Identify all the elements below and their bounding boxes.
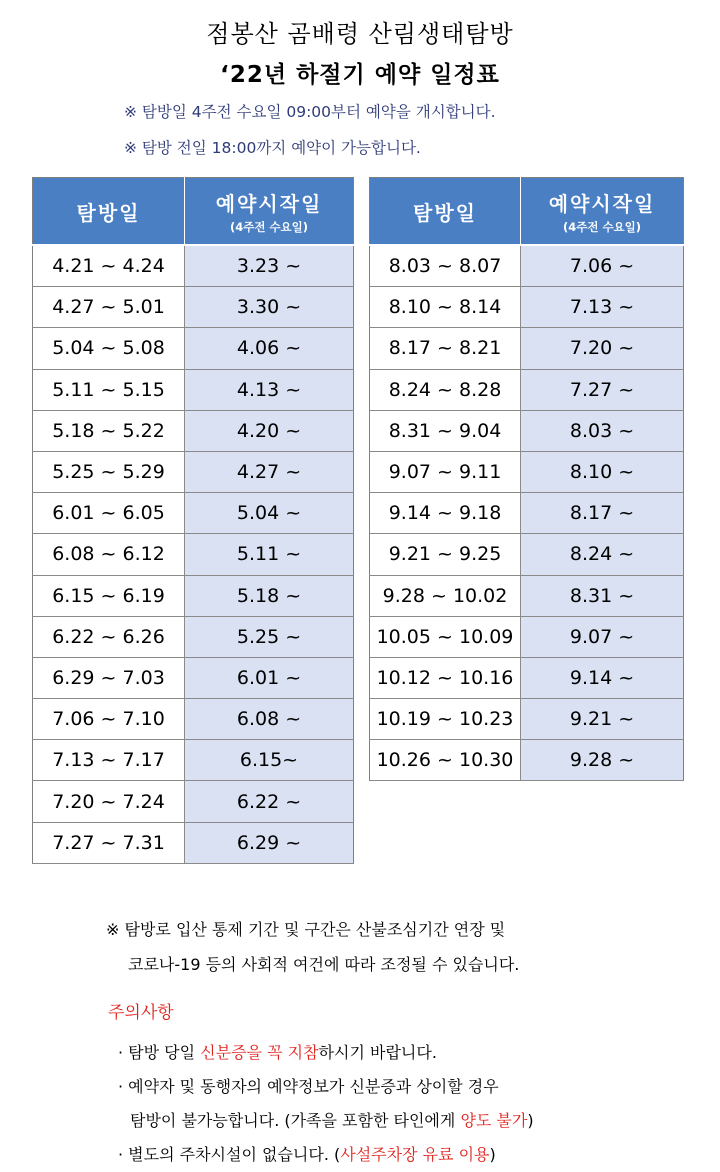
visit-date-cell: 5.18 ~ 5.22 bbox=[33, 410, 185, 451]
table-row bbox=[33, 328, 354, 369]
reservation-start-cell: 6.15~ bbox=[185, 740, 354, 781]
caution-highlight: 사설주차장 유료 이용 bbox=[340, 1145, 490, 1164]
table-row bbox=[33, 575, 354, 616]
table-row bbox=[370, 245, 684, 287]
reservation-start-cell: 5.11 ~ bbox=[185, 534, 354, 575]
page-subtitle: ‘22년 하절기 예약 일정표 bbox=[220, 62, 500, 88]
reservation-deadline-note: ※ 탐방 전일 18:00까지 예약이 가능합니다. bbox=[124, 139, 421, 157]
reservation-start-cell: 7.20 ~ bbox=[521, 328, 684, 369]
reservation-start-cell: 7.13 ~ bbox=[521, 287, 684, 328]
visit-date-cell: 4.21 ~ 4.24 bbox=[33, 245, 185, 287]
header-reservation-start: 예약시작일 (4주전 수요일) bbox=[521, 178, 684, 246]
table-row bbox=[370, 534, 684, 575]
caution-item-parking: · 별도의 주차시설이 없습니다. (사설주차장 유료 이용) bbox=[118, 1145, 496, 1164]
reservation-start-cell: 5.04 ~ bbox=[185, 493, 354, 534]
visit-date-cell: 5.11 ~ 5.15 bbox=[33, 369, 185, 410]
visit-date-cell: 8.03 ~ 8.07 bbox=[370, 245, 521, 287]
caution-item-info-cont: 탐방이 불가능합니다. (가족을 포함한 타인에게 양도 불가) bbox=[130, 1111, 534, 1130]
visit-date-cell: 6.01 ~ 6.05 bbox=[33, 493, 185, 534]
visit-date-cell: 9.14 ~ 9.18 bbox=[370, 493, 521, 534]
caution-title: 주의사항 bbox=[108, 1003, 174, 1023]
table-row bbox=[370, 493, 684, 534]
caution-item-id: · 탐방 당일 신분증을 꼭 지참하시기 바랍니다. bbox=[118, 1043, 437, 1062]
table-row bbox=[370, 740, 684, 781]
visit-date-cell: 6.08 ~ 6.12 bbox=[33, 534, 185, 575]
reservation-start-cell: 5.18 ~ bbox=[185, 575, 354, 616]
visit-date-cell: 10.05 ~ 10.09 bbox=[370, 616, 521, 657]
table-row bbox=[33, 616, 354, 657]
table-row bbox=[33, 369, 354, 410]
table-row bbox=[370, 369, 684, 410]
reservation-start-cell: 5.25 ~ bbox=[185, 616, 354, 657]
reservation-start-cell: 8.17 ~ bbox=[521, 493, 684, 534]
schedule-table-right bbox=[369, 177, 684, 781]
table-row bbox=[370, 287, 684, 328]
visit-date-cell: 8.24 ~ 8.28 bbox=[370, 369, 521, 410]
reservation-start-cell: 4.27 ~ bbox=[185, 451, 354, 492]
reservation-start-cell: 7.06 ~ bbox=[521, 245, 684, 287]
table-row bbox=[370, 328, 684, 369]
reservation-start-cell: 4.13 ~ bbox=[185, 369, 354, 410]
visit-date-cell: 7.20 ~ 7.24 bbox=[33, 781, 185, 822]
visit-date-cell: 8.10 ~ 8.14 bbox=[370, 287, 521, 328]
reservation-start-cell: 7.27 ~ bbox=[521, 369, 684, 410]
header-visit-date: 탐방일 bbox=[370, 178, 521, 246]
visit-date-cell: 6.15 ~ 6.19 bbox=[33, 575, 185, 616]
reservation-start-cell: 8.31 ~ bbox=[521, 575, 684, 616]
reservation-start-cell: 9.28 ~ bbox=[521, 740, 684, 781]
visit-date-cell: 9.07 ~ 9.11 bbox=[370, 451, 521, 492]
reservation-start-cell: 8.03 ~ bbox=[521, 410, 684, 451]
table-row bbox=[33, 410, 354, 451]
header-visit-date: 탐방일 bbox=[33, 178, 185, 246]
closure-notice-line1: ※ 탐방로 입산 통제 기간 및 구간은 산불조심기간 연장 및 bbox=[106, 920, 506, 939]
header-reservation-start: 예약시작일 (4주전 수요일) bbox=[185, 178, 354, 246]
table-row bbox=[370, 657, 684, 698]
reservation-start-cell: 6.22 ~ bbox=[185, 781, 354, 822]
reservation-start-cell: 6.29 ~ bbox=[185, 822, 354, 863]
reservation-start-cell: 9.21 ~ bbox=[521, 699, 684, 740]
reservation-start-cell: 3.23 ~ bbox=[185, 245, 354, 287]
page-title: 점봉산 곰배령 산림생태탐방 bbox=[206, 20, 514, 48]
table-row bbox=[33, 781, 354, 822]
reservation-start-cell: 8.24 ~ bbox=[521, 534, 684, 575]
reservation-start-cell: 9.14 ~ bbox=[521, 657, 684, 698]
caution-list bbox=[118, 1036, 534, 1172]
table-row bbox=[370, 699, 684, 740]
table-row bbox=[370, 410, 684, 451]
table-row bbox=[370, 616, 684, 657]
visit-date-cell: 8.31 ~ 9.04 bbox=[370, 410, 521, 451]
visit-date-cell: 10.12 ~ 10.16 bbox=[370, 657, 521, 698]
visit-date-cell: 10.26 ~ 10.30 bbox=[370, 740, 521, 781]
table-row bbox=[33, 493, 354, 534]
visit-date-cell: 6.22 ~ 6.26 bbox=[33, 616, 185, 657]
schedule-table-left bbox=[32, 177, 354, 864]
table-row bbox=[33, 822, 354, 863]
table-row bbox=[33, 287, 354, 328]
reservation-start-cell: 8.10 ~ bbox=[521, 451, 684, 492]
reservation-start-cell: 4.20 ~ bbox=[185, 410, 354, 451]
table-row bbox=[33, 740, 354, 781]
reservation-start-cell: 6.01 ~ bbox=[185, 657, 354, 698]
visit-date-cell: 9.28 ~ 10.02 bbox=[370, 575, 521, 616]
table-row bbox=[370, 575, 684, 616]
table-row bbox=[33, 245, 354, 287]
table-row bbox=[33, 657, 354, 698]
reservation-open-note: ※ 탐방일 4주전 수요일 09:00부터 예약을 개시합니다. bbox=[124, 103, 496, 121]
closure-notice-line2: 코로나-19 등의 사회적 여건에 따라 조정될 수 있습니다. bbox=[128, 955, 520, 974]
table-row bbox=[33, 534, 354, 575]
table-row bbox=[370, 451, 684, 492]
caution-highlight: 양도 불가 bbox=[460, 1111, 528, 1130]
reservation-start-cell: 9.07 ~ bbox=[521, 616, 684, 657]
caution-item-info: · 예약자 및 동행자의 예약정보가 신분증과 상이할 경우 bbox=[118, 1077, 499, 1096]
visit-date-cell: 4.27 ~ 5.01 bbox=[33, 287, 185, 328]
visit-date-cell: 10.19 ~ 10.23 bbox=[370, 699, 521, 740]
visit-date-cell: 9.21 ~ 9.25 bbox=[370, 534, 521, 575]
reservation-start-cell: 6.08 ~ bbox=[185, 699, 354, 740]
visit-date-cell: 7.27 ~ 7.31 bbox=[33, 822, 185, 863]
visit-date-cell: 5.25 ~ 5.29 bbox=[33, 451, 185, 492]
visit-date-cell: 7.06 ~ 7.10 bbox=[33, 699, 185, 740]
visit-date-cell: 5.04 ~ 5.08 bbox=[33, 328, 185, 369]
table-row bbox=[33, 451, 354, 492]
table-row bbox=[33, 699, 354, 740]
visit-date-cell: 8.17 ~ 8.21 bbox=[370, 328, 521, 369]
caution-highlight: 신분증을 꼭 지참 bbox=[200, 1043, 319, 1062]
reservation-start-cell: 3.30 ~ bbox=[185, 287, 354, 328]
visit-date-cell: 7.13 ~ 7.17 bbox=[33, 740, 185, 781]
reservation-start-cell: 4.06 ~ bbox=[185, 328, 354, 369]
visit-date-cell: 6.29 ~ 7.03 bbox=[33, 657, 185, 698]
closure-notice bbox=[106, 912, 519, 982]
